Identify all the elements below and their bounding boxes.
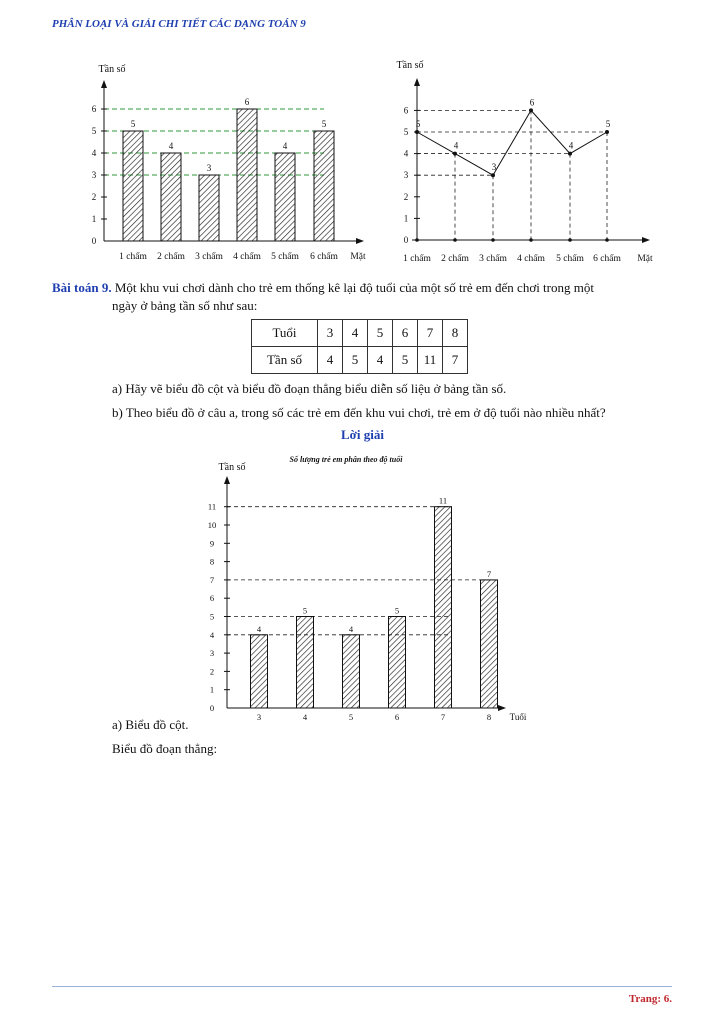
table-row	[252, 347, 468, 374]
x-axis-label: Mặt	[637, 254, 653, 264]
y-tick-label: 9	[209, 538, 215, 549]
y-axis-label: Tần số	[396, 60, 424, 71]
footer-divider	[52, 986, 672, 987]
y-tick-label: 2	[403, 191, 409, 202]
data-label: 5	[321, 119, 327, 129]
y-tick-label: 5	[403, 127, 409, 137]
table-header-age: Tuổi	[252, 320, 318, 347]
dice-line-chart	[382, 56, 660, 268]
y-tick-label: 5	[91, 126, 97, 136]
x-tick-label: 5	[348, 712, 354, 722]
data-label: 7	[486, 568, 492, 579]
bar	[275, 153, 295, 241]
page-number: Trang: 6.	[628, 993, 672, 1005]
data-label: 4	[168, 141, 174, 151]
bar	[343, 635, 360, 708]
bar	[251, 635, 268, 708]
table-cell: 3	[318, 320, 343, 347]
data-label: 5	[302, 605, 308, 616]
bar	[297, 617, 314, 709]
x-tick-label: 3 chấm	[195, 252, 223, 262]
data-label: 3	[206, 163, 212, 173]
bar	[237, 109, 257, 241]
x-tick-label: 4 chấm	[233, 252, 261, 262]
x-axis-point	[529, 238, 533, 242]
data-label: 4	[282, 141, 288, 151]
table-cell: 7	[443, 347, 468, 374]
y-tick-label: 6	[209, 593, 215, 604]
x-tick-label: 1 chấm	[119, 252, 147, 262]
y-tick-label: 4	[91, 148, 97, 158]
data-label: 5	[130, 119, 136, 129]
bar	[314, 131, 334, 241]
x-tick-label: 5 chấm	[556, 254, 584, 264]
y-tick-label: 1	[209, 684, 215, 695]
x-tick-label: 2 chấm	[157, 252, 185, 262]
y-axis-arrow	[101, 80, 107, 88]
x-axis-point	[491, 238, 495, 242]
table-row	[252, 320, 468, 347]
data-point	[415, 130, 419, 134]
data-label: 6	[529, 97, 535, 108]
data-label: 11	[438, 495, 448, 506]
y-tick-label: 2	[209, 666, 215, 677]
x-axis-arrow	[642, 237, 650, 243]
data-label: 4	[348, 623, 354, 634]
problem-text: Một khu vui chơi dành cho trẻ em thống kê lại độ tuổi của một số trẻ em đến chơi trong một	[114, 280, 594, 295]
x-tick-label: 6	[394, 712, 400, 722]
bar	[435, 507, 452, 708]
data-label: 4	[568, 140, 574, 151]
x-axis-label: Mặt	[350, 252, 366, 262]
y-tick-label: 1	[403, 213, 409, 224]
x-axis-point	[605, 238, 609, 242]
data-label: 3	[491, 162, 497, 173]
data-label: 6	[244, 97, 250, 107]
x-axis-label: Tuổi	[509, 712, 527, 722]
y-tick-label: 6	[91, 104, 97, 114]
bar	[123, 131, 143, 241]
dice-bar-chart	[80, 56, 375, 268]
y-axis-arrow	[224, 476, 230, 484]
series-line	[417, 110, 607, 175]
bar	[199, 175, 219, 241]
bar	[481, 580, 498, 708]
y-tick-label: 6	[403, 105, 409, 116]
data-label: 5	[415, 119, 421, 129]
table-cell: 7	[418, 320, 443, 347]
solution-heading: Lời giải	[341, 427, 384, 442]
y-tick-label: 5	[209, 611, 215, 622]
y-tick-label: 1	[91, 214, 97, 224]
answer-a: a) Biểu đồ cột.	[112, 717, 189, 732]
table-cell: 8	[443, 320, 468, 347]
question-a: a) Hãy vẽ biểu đồ cột và biểu đồ đoạn thẳng biểu diễn số liệu ở bảng tần số.	[112, 381, 507, 396]
y-tick-label: 8	[209, 556, 215, 567]
x-axis-point	[415, 238, 419, 242]
y-tick-label: 3	[403, 170, 409, 181]
x-axis-point	[568, 238, 572, 242]
table-header-frequency: Tần số	[252, 347, 318, 374]
table-cell: 5	[343, 347, 368, 374]
data-label: 4	[256, 623, 262, 634]
data-label: 5	[394, 605, 400, 616]
x-tick-label: 6 chấm	[310, 252, 338, 262]
bar	[161, 153, 181, 241]
y-axis-arrow	[414, 78, 420, 86]
table-cell: 4	[343, 320, 368, 347]
y-tick-label: 0	[209, 703, 215, 713]
y-tick-label: 11	[207, 501, 217, 512]
y-tick-label: 3	[91, 170, 97, 180]
x-tick-label: 4 chấm	[517, 254, 545, 264]
data-point	[491, 173, 495, 177]
x-axis-arrow	[356, 238, 364, 244]
table-cell: 11	[418, 347, 443, 374]
problem-text-continued: ngày ở bảng tần số như sau:	[112, 298, 258, 313]
table-cell: 4	[318, 347, 343, 374]
question-b: b) Theo biểu đồ ở câu a, trong số các trẻ em đến khu vui chơi, trẻ em ở độ tuổi nào nhiều nhất?	[112, 405, 606, 420]
bar	[389, 617, 406, 709]
table-cell: 6	[393, 320, 418, 347]
data-point	[453, 152, 457, 156]
x-axis-point	[453, 238, 457, 242]
data-label: 4	[453, 140, 459, 151]
answer-line-chart-heading: Biểu đồ đoạn thẳng:	[112, 741, 218, 756]
problem-statement	[52, 278, 682, 298]
y-tick-label: 0	[403, 235, 409, 245]
table-cell: 5	[393, 347, 418, 374]
age-bar-chart	[190, 450, 540, 725]
data-point	[568, 152, 572, 156]
y-tick-label: 4	[403, 148, 409, 159]
problem-label: Bài toán 9.	[52, 280, 112, 295]
y-tick-label: 10	[207, 520, 217, 530]
y-tick-label: 0	[91, 236, 97, 246]
table-cell: 5	[368, 320, 393, 347]
data-label: 5	[605, 119, 611, 129]
y-tick-label: 2	[91, 192, 97, 202]
x-tick-label: 5 chấm	[271, 252, 299, 262]
x-tick-label: 3 chấm	[479, 254, 507, 264]
y-tick-label: 4	[209, 629, 215, 640]
page-header: PHÂN LOẠI VÀ GIẢI CHI TIẾT CÁC DẠNG TOÁN 9	[52, 18, 306, 30]
chart-title: Số lượng trẻ em phân theo độ tuổi	[289, 455, 403, 464]
y-tick-label: 7	[209, 574, 215, 585]
x-tick-label: 4	[302, 712, 308, 722]
data-point	[529, 108, 533, 112]
x-tick-label: 3	[256, 712, 262, 722]
table-cell: 4	[368, 347, 393, 374]
data-point	[605, 130, 609, 134]
y-axis-label: Tần số	[218, 462, 246, 473]
frequency-table	[251, 319, 468, 374]
y-axis-label: Tần số	[98, 64, 126, 75]
x-tick-label: 1 chấm	[403, 254, 431, 264]
x-tick-label: 8	[486, 712, 492, 722]
x-tick-label: 6 chấm	[593, 254, 621, 264]
x-tick-label: 2 chấm	[441, 254, 469, 264]
x-axis-arrow	[498, 705, 506, 711]
y-tick-label: 3	[209, 648, 215, 659]
x-tick-label: 7	[440, 712, 446, 722]
